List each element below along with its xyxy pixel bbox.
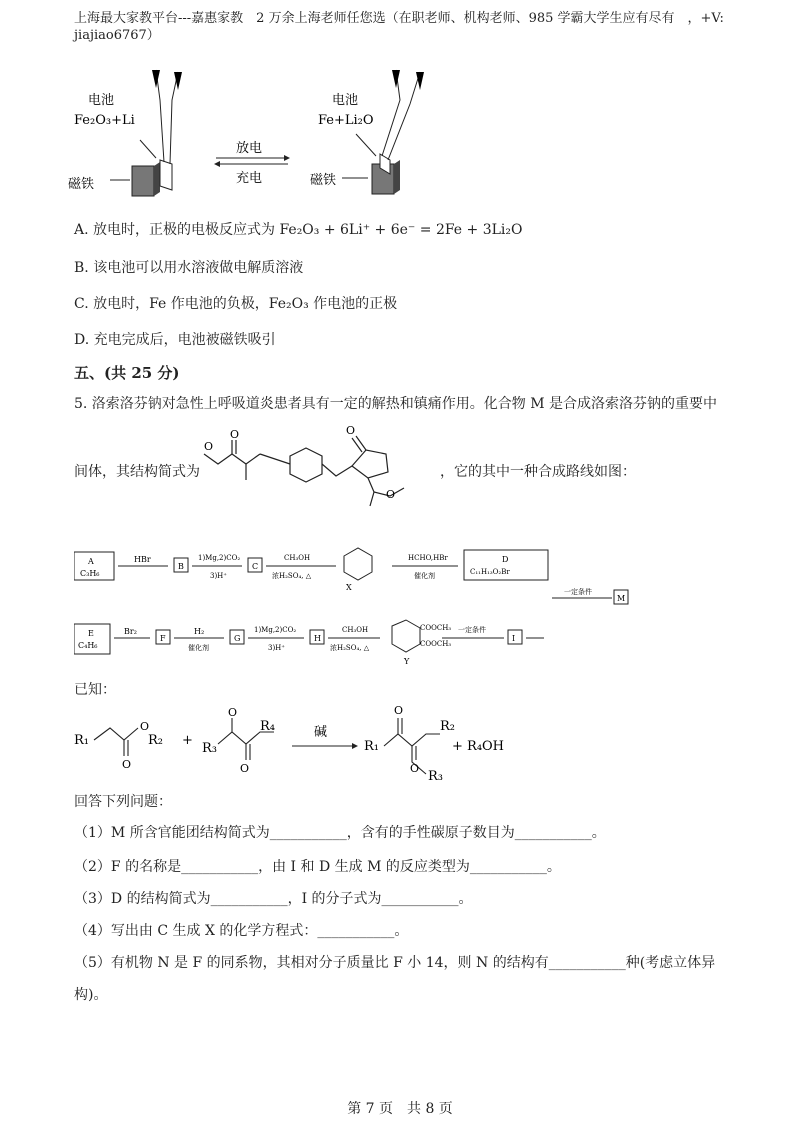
question-5-cont: 构)。 [74, 987, 108, 1003]
q5-intro-right: ，它的其中一种合成路线如图： [440, 464, 636, 480]
route-node-x: X [346, 583, 352, 592]
product-r2: R₂ [440, 719, 455, 734]
right-battery-formula: Fe+Li₂O [318, 113, 374, 128]
question-3: （3）D 的结构简式为___________，I 的分子式为___________。 [74, 891, 473, 907]
left-magnet-side [154, 162, 160, 196]
route-node-c: C [252, 562, 259, 571]
route-mg-co2: 1)Mg,2)CO₂ [198, 554, 241, 562]
route-node-m: M [617, 594, 626, 603]
known-label: 已知： [74, 682, 116, 698]
route-h2so4-2: 浓H₂SO₄, △ [330, 644, 370, 652]
m-atom-o3: O [346, 424, 356, 437]
m-atom-o4: O [386, 488, 396, 501]
route-node-f: F [160, 634, 166, 643]
answer-prompt: 回答下列问题： [74, 794, 172, 810]
reactant1-o-carbonyl: O [122, 758, 132, 771]
route-node-e: E [88, 629, 94, 638]
route-cat2: 催化剂 [188, 644, 209, 652]
reactant1-r2: R₂ [148, 733, 163, 748]
discharge-label: 放电 [236, 141, 263, 156]
product-o-ketone: O [410, 762, 420, 775]
route-ch3oh-2: CH₃OH [342, 626, 369, 634]
m-atom-o1: O [204, 440, 214, 453]
route-e-formula: C₄H₆ [78, 641, 98, 650]
reactant2-r4: R₄ [260, 719, 275, 734]
route-h-plus-2: 3)H⁺ [268, 644, 285, 652]
synthesis-route-1 [74, 540, 674, 608]
left-battery-formula: Fe₂O₃+Li [74, 113, 135, 128]
left-wire-2 [170, 72, 178, 164]
byproduct: + R₄OH [452, 739, 505, 754]
reactant2-o-ether: O [240, 762, 250, 775]
route-cooch3-b: COOCH₃ [420, 640, 452, 648]
reactant2-r3: R₃ [202, 741, 217, 756]
route-hbr: HBr [134, 555, 151, 564]
route-h2so4: 浓H₂SO₄, △ [272, 572, 312, 580]
question-1: （1）M 所含官能团结构简式为___________，含有的手性碳原子数目为___________。 [74, 825, 606, 841]
section-title: 五、(共 25 分) [74, 364, 180, 382]
option-d: D. 充电完成后，电池被磁铁吸引 [74, 332, 276, 348]
base-label: 碱 [314, 725, 328, 740]
left-pointer [140, 140, 156, 158]
route-node-a: A [88, 557, 94, 566]
question-2: （2）F 的名称是___________，由 I 和 D 生成 M 的反应类型为___________。 [74, 859, 561, 875]
route-h2: H₂ [194, 627, 205, 636]
route-h-plus: 3)H⁺ [210, 572, 227, 580]
battery-diagram [60, 60, 480, 200]
reactant1-o-ether: O [140, 720, 150, 733]
compound-m-structure [196, 420, 436, 510]
route-ch3oh: CH₃OH [284, 554, 311, 562]
product-o-ester: O [394, 704, 404, 717]
page-footer: 第 7 页 共 8 页 [347, 1101, 453, 1117]
route-d-formula: C₁₁H₁₃O₂Br [470, 568, 510, 576]
route-node-h: H [314, 634, 321, 643]
route-node-b: B [178, 562, 184, 571]
route-node-d: D [502, 555, 509, 564]
charge-label: 充电 [236, 171, 263, 186]
route-cond2: 一定条件 [458, 626, 486, 634]
right-battery-label: 电池 [332, 93, 359, 108]
known-reaction [74, 700, 554, 784]
route-br2: Br₂ [124, 627, 137, 636]
left-wire-1 [156, 70, 164, 162]
route-node-y: Y [404, 657, 410, 666]
reactant1-r1: R₁ [74, 733, 89, 748]
route-cond: 一定条件 [564, 588, 592, 596]
q5-intro-left: 间体，其结构简式为 [74, 464, 200, 480]
left-magnet-label: 磁铁 [68, 177, 95, 192]
synthesis-route-2 [74, 618, 574, 670]
product-r1: R₁ [364, 739, 379, 754]
reactant2-o-carbonyl: O [228, 706, 238, 719]
product-r3: R₃ [428, 769, 443, 784]
route-hcho-hbr: HCHO,HBr [408, 554, 448, 562]
route-node-g: G [234, 634, 241, 643]
right-magnet-label: 磁铁 [310, 173, 337, 188]
m-atom-o2: O [230, 428, 240, 441]
option-a: A. 放电时，正极的电极反应式为 Fe₂O₃ + 6Li⁺ + 6e⁻ = 2Fe + 3Li₂O [74, 222, 523, 238]
question-4: （4）写出由 C 生成 X 的化学方程式：___________。 [74, 923, 409, 939]
option-b: B. 该电池可以用水溶液做电解质溶液 [74, 260, 304, 276]
left-cell [160, 160, 172, 190]
route-mg-co2-2: 1)Mg,2)CO₂ [254, 626, 297, 634]
left-magnet [132, 166, 154, 196]
page-header: 上海最大家教平台---嘉惠家教 2 万余上海老师任您选（在职老师、机构老师、985 学霸大学生应有尽有 ，+V: jiajiao6767） [74, 11, 724, 43]
q5-intro-line1: 5. 洛索洛芬钠对急性上呼吸道炎患者具有一定的解热和镇痛作用。化合物 M 是合成洛索洛芬钠的重要中 [74, 396, 718, 412]
route-cat: 催化剂 [414, 572, 435, 580]
left-lead-1 [152, 70, 160, 88]
plus-sign: + [182, 733, 193, 748]
route-a-formula: C₃H₆ [80, 569, 100, 578]
left-battery-label: 电池 [88, 93, 115, 108]
question-5: （5）有机物 N 是 F 的同系物，其相对分子质量比 F 小 14，则 N 的结构有___________种(考虑立体异 [74, 955, 716, 971]
route-node-i: I [512, 634, 516, 643]
option-c: C. 放电时，Fe 作电池的负极，Fe₂O₃ 作电池的正极 [74, 296, 398, 312]
route-cooch3-a: COOCH₃ [420, 624, 452, 632]
